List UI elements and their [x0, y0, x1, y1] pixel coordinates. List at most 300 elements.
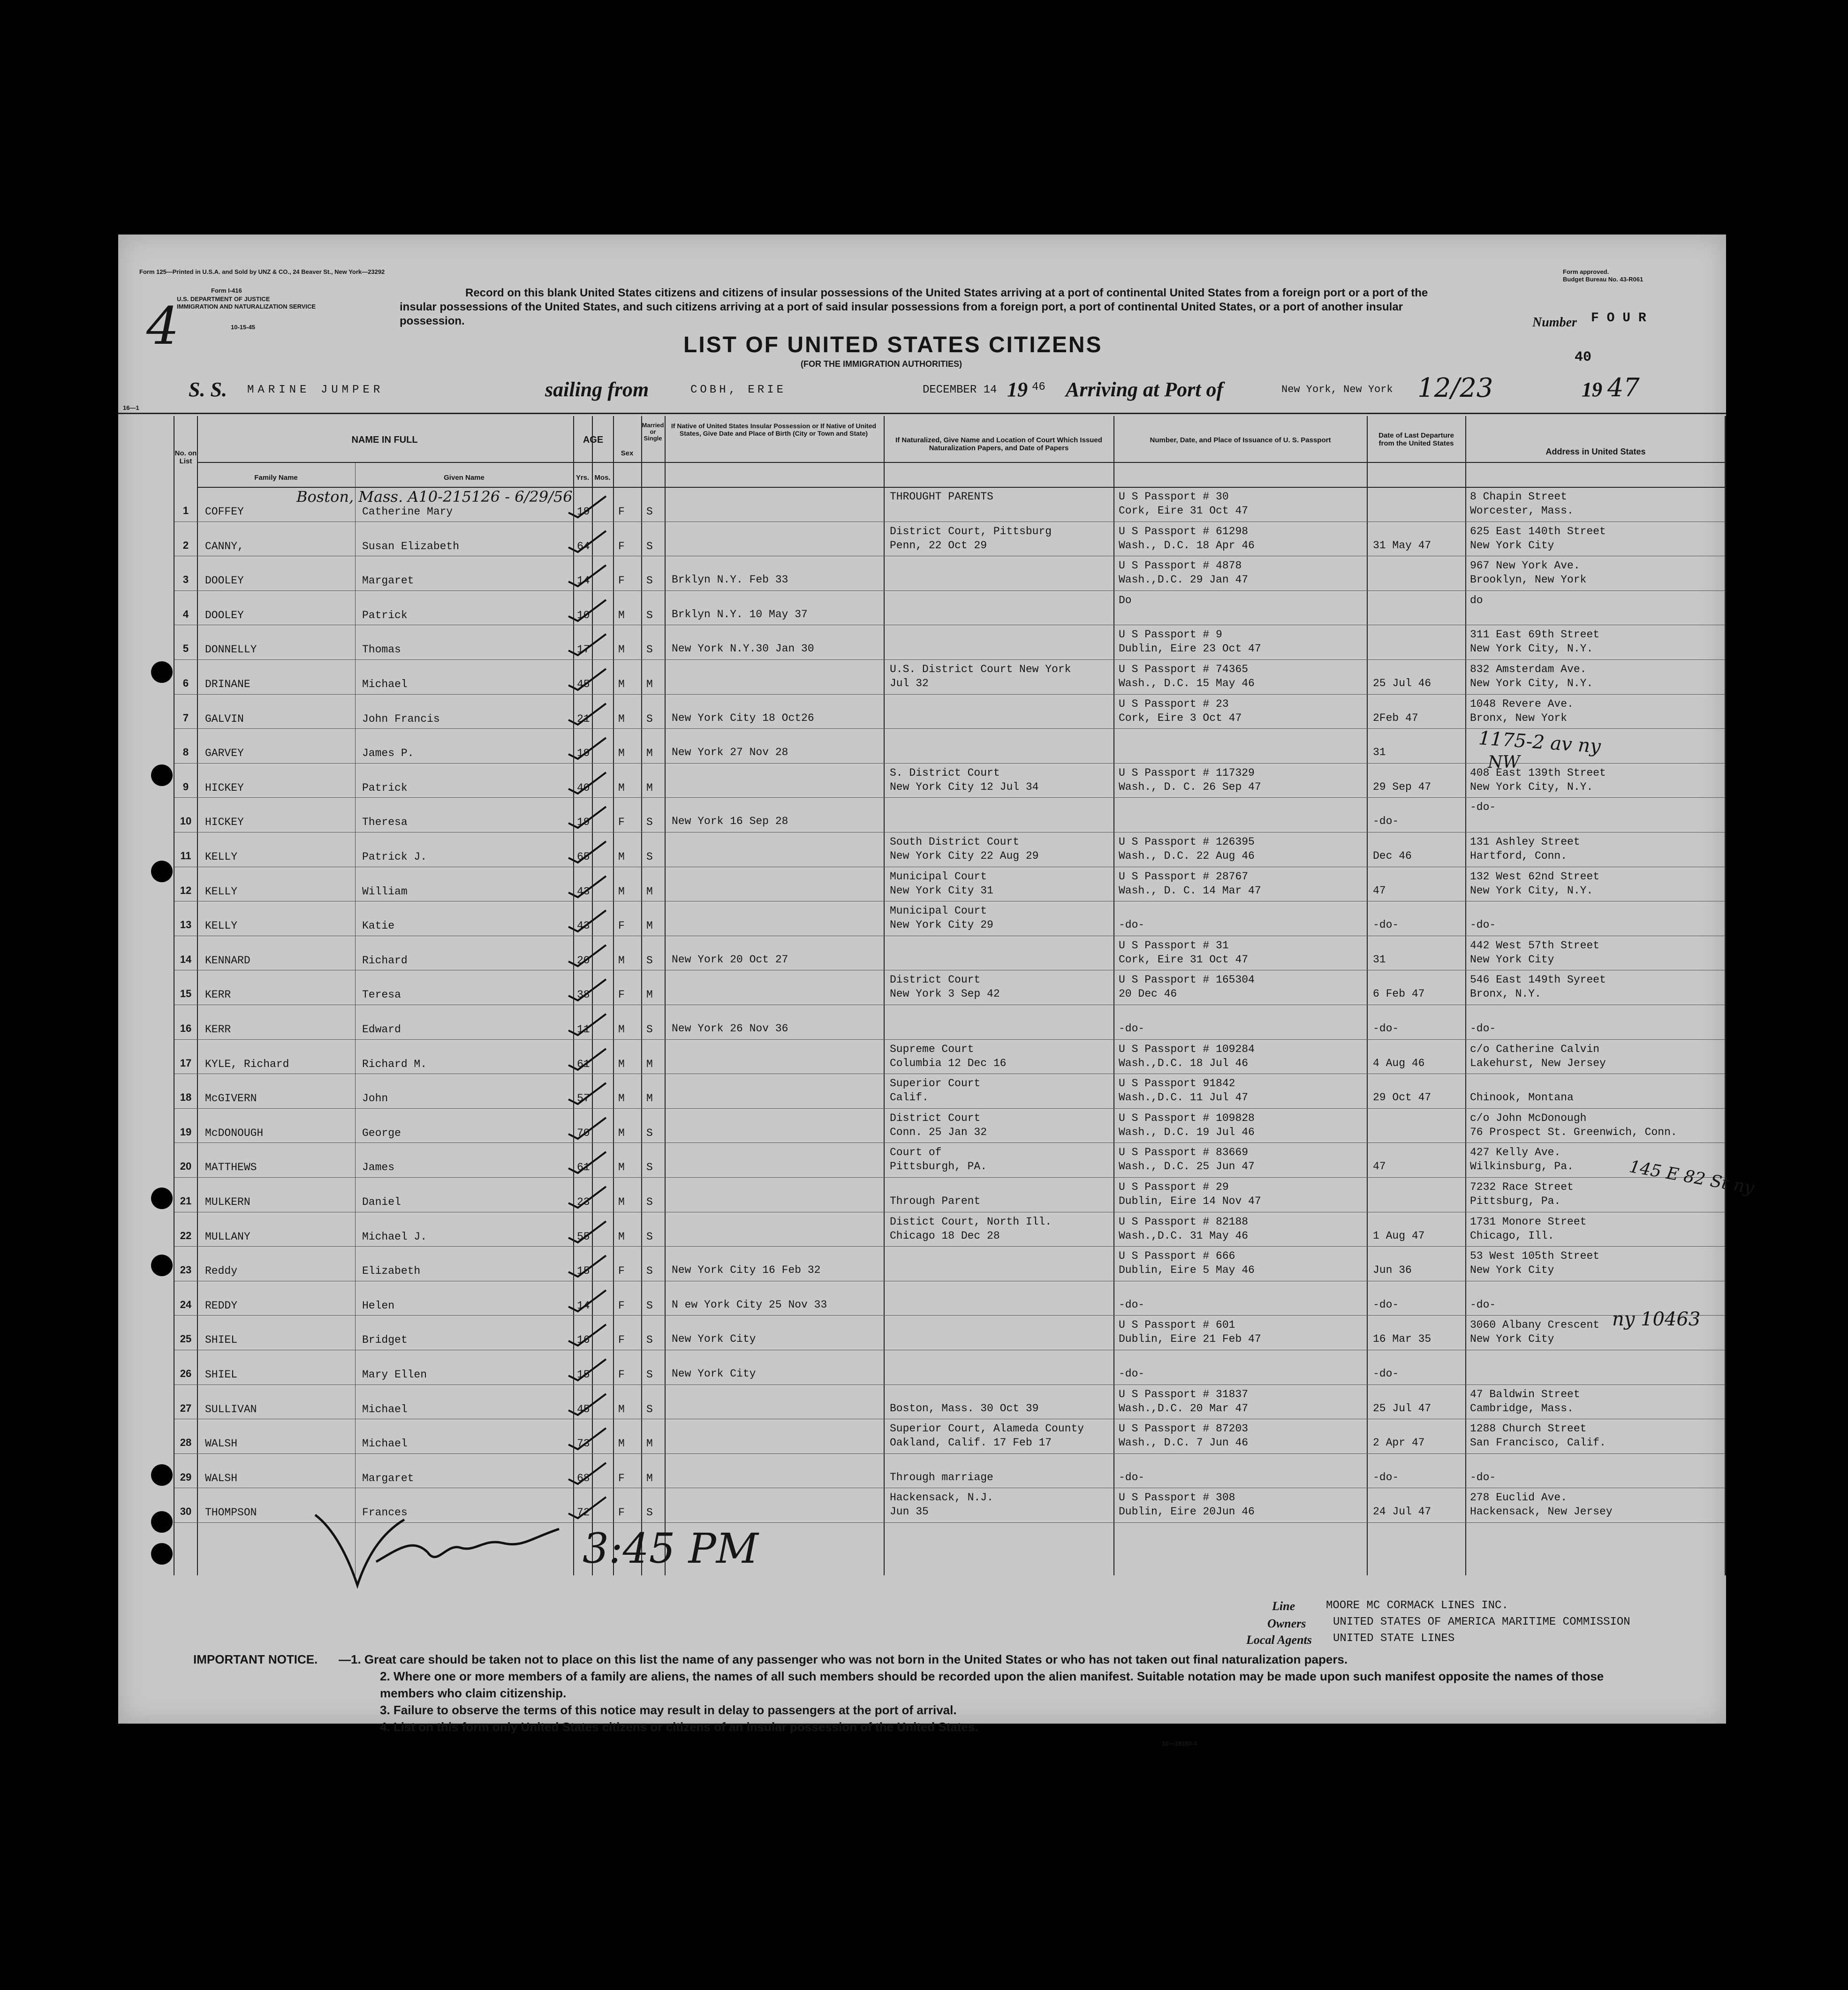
age-years: 21: [577, 712, 590, 725]
sail-date: DECEMBER 14: [923, 384, 997, 396]
age-years: 19: [577, 816, 590, 829]
header-yrs: Yrs.: [576, 474, 590, 482]
pp-line-1: U S Passport # 83669: [1119, 1146, 1249, 1159]
given-name: George: [362, 1127, 401, 1139]
check-mark: [566, 560, 608, 589]
header-native: If Native of United States Insular Possession or If Native of United States, Give Date and Place of Birth (City or Town and State): [671, 422, 877, 437]
marital-status: S: [646, 506, 653, 518]
family-name: KERR: [205, 1023, 231, 1036]
addr-line-2: -do-: [1470, 1471, 1496, 1483]
dep-line-2: 25 Jul 46: [1373, 677, 1431, 689]
dep-line-2: Jun 36: [1373, 1264, 1412, 1277]
family-name: KERR: [205, 989, 231, 1001]
table-row: [118, 1419, 1726, 1453]
dep-line-2: 2Feb 47: [1373, 711, 1418, 724]
marital-status: M: [646, 989, 653, 1001]
table-row: [118, 763, 1726, 798]
nat-line-2: Pittsburgh, PA.: [890, 1160, 987, 1173]
marital-status: M: [646, 781, 653, 794]
addr-line-2: Bronx, N.Y.: [1470, 988, 1541, 1000]
marital-status: S: [646, 1127, 653, 1139]
age-years: 45: [577, 1403, 590, 1415]
age-years: 65: [577, 851, 590, 863]
marital-status: S: [646, 609, 653, 621]
pp-line-2: Wash.,D.C. 18 Jul 46: [1119, 1057, 1249, 1069]
nat-line-1: Supreme Court: [890, 1043, 974, 1055]
header-sex: Sex: [621, 449, 634, 457]
addr-line-2: New York City: [1470, 1333, 1554, 1346]
pp-line-1: U S Passport # 31: [1119, 939, 1229, 952]
sex: M: [618, 1438, 625, 1450]
row-number: 4: [182, 608, 189, 620]
sex: F: [618, 816, 625, 829]
row-number: 29: [180, 1471, 192, 1483]
given-name: Edward: [362, 1023, 401, 1036]
family-name: McDONOUGH: [205, 1127, 264, 1139]
pp-line-2: Wash., D.C. 7 Jun 46: [1119, 1437, 1249, 1449]
addr-line-1: 131 Ashley Street: [1470, 836, 1580, 848]
check-mark: [566, 699, 608, 727]
pp-line-2: Dublin, Eire 14 Nov 47: [1119, 1195, 1261, 1207]
addr-line-2: New York City, N.Y.: [1470, 780, 1593, 793]
handwritten-zip-shiel: ny 10463: [1612, 1309, 1701, 1330]
age-years: 43: [577, 920, 590, 932]
given-name: Theresa: [362, 816, 408, 829]
row-number: 11: [180, 850, 191, 862]
age-years: 38: [577, 989, 590, 1001]
addr-line-1: c/o Catherine Calvin: [1470, 1043, 1600, 1055]
birth-line-2: Brklyn N.Y. Feb 33: [672, 574, 788, 586]
dep-line-2: -do-: [1373, 815, 1399, 828]
owners-value: UNITED STATES OF AMERICA MARITIME COMMISSION: [1333, 1616, 1630, 1628]
row-number: 19: [180, 1126, 192, 1138]
punch-hole: [151, 1255, 173, 1276]
dep-line-2: 31: [1373, 746, 1386, 759]
row-number: 3: [182, 574, 189, 586]
given-name: John Francis: [362, 712, 440, 725]
row-number: 23: [180, 1264, 192, 1276]
arrival-year: 47: [1607, 373, 1640, 402]
family-name: SULLIVAN: [205, 1403, 257, 1415]
family-name: REDDY: [205, 1299, 238, 1312]
addr-line-1: 408 East 139th Street: [1470, 766, 1606, 779]
pp-line-1: U S Passport # 82188: [1119, 1215, 1249, 1228]
pp-line-2: Wash., D.C. 15 May 46: [1119, 677, 1255, 689]
pp-line-2: -do-: [1119, 1298, 1145, 1311]
pp-line-1: U S Passport # 109828: [1119, 1112, 1255, 1124]
table-row: [118, 970, 1726, 1005]
pp-line-1: U S Passport # 109284: [1119, 1043, 1255, 1055]
table-row: [118, 1039, 1726, 1074]
check-mark: [566, 837, 608, 865]
sex: M: [618, 781, 625, 794]
marital-status: S: [646, 1230, 653, 1243]
family-name: KYLE, Richard: [205, 1058, 289, 1070]
row-number: 28: [180, 1437, 192, 1449]
sex: F: [618, 1334, 625, 1347]
row-number: 6: [182, 677, 189, 689]
marital-status: S: [646, 575, 653, 587]
marital-status: M: [646, 920, 653, 932]
sail-year-prefix: 19: [1007, 378, 1028, 401]
nat-line-2: New York 3 Sep 42: [890, 988, 1000, 1000]
addr-line-2: -do-: [1470, 1022, 1496, 1035]
check-mark: [566, 664, 608, 692]
punch-hole: [151, 764, 173, 786]
addr-line-2: 76 Prospect St. Greenwich, Conn.: [1470, 1126, 1677, 1138]
nat-line-1: Municipal Court: [890, 870, 987, 883]
birth-line-2: N ew York City 25 Nov 33: [672, 1298, 827, 1311]
nat-line-1: District Court: [890, 1112, 981, 1124]
given-name: Mary Ellen: [362, 1369, 427, 1381]
nat-line-1: Superior Court: [890, 1077, 981, 1090]
nat-line-1: S. District Court: [890, 766, 1000, 779]
departure-port: COBH, ERIE: [690, 384, 787, 396]
marital-status: M: [646, 1438, 653, 1450]
addr-line-1: 832 Amsterdam Ave.: [1470, 663, 1587, 675]
sex: M: [618, 1023, 625, 1036]
family-name: DOOLEY: [205, 609, 244, 621]
notice-heading: IMPORTANT NOTICE.: [193, 1652, 318, 1666]
pp-line-1: Do: [1119, 594, 1132, 606]
pp-line-1: U S Passport # 9: [1119, 628, 1222, 641]
age-years: 10: [577, 609, 590, 621]
given-name: Michael: [362, 678, 408, 690]
table-top-rule: [118, 413, 1726, 414]
row-number: 7: [182, 711, 189, 724]
family-name: COFFEY: [205, 506, 244, 518]
pp-line-1: U S Passport # 165304: [1119, 974, 1255, 986]
age-years: 16: [577, 1334, 590, 1347]
given-name: Catherine Mary: [362, 506, 453, 518]
family-name: CANNY,: [205, 540, 244, 552]
pp-line-1: U S Passport # 31837: [1119, 1388, 1249, 1400]
arrival-year-prefix: 19: [1582, 378, 1602, 401]
pp-line-1: U S Passport # 4878: [1119, 560, 1242, 572]
table-row: [118, 487, 1726, 522]
given-name: Richard M.: [362, 1058, 427, 1070]
addr-line-2: New York City, N.Y.: [1470, 884, 1593, 897]
ss-label: S. S.: [189, 378, 227, 401]
dep-line-2: 31 May 47: [1373, 539, 1431, 552]
pp-line-1: U S Passport # 61298: [1119, 525, 1249, 537]
check-mark: [566, 975, 608, 1003]
pp-line-2: Wash., D.C. 18 Apr 46: [1119, 539, 1255, 552]
addr-line-1: c/o John McDonough: [1470, 1112, 1587, 1124]
sex: M: [618, 885, 625, 898]
check-mark: [566, 1389, 608, 1417]
birth-line-2: Brklyn N.Y. 10 May 37: [672, 608, 808, 620]
given-name: Richard: [362, 954, 408, 967]
agents-label: Local Agents: [1246, 1633, 1312, 1647]
pp-line-2: Wash., D.C. 22 Aug 46: [1119, 850, 1255, 862]
age-years: 15: [577, 1369, 590, 1381]
sex: M: [618, 1196, 625, 1208]
dep-line-2: Dec 46: [1373, 850, 1412, 862]
header-rule: [197, 462, 1725, 463]
form-date: 10-15-45: [231, 324, 256, 331]
nat-line-1: Municipal Court: [890, 905, 987, 917]
dep-line-2: 47: [1373, 884, 1386, 897]
notice-item: 3. Failure to observe the terms of this notice may result in delay to passengers at the port of arrival.: [380, 1703, 957, 1717]
pp-line-2: Cork, Eire 31 Oct 47: [1119, 953, 1249, 966]
given-name: Margaret: [362, 1472, 414, 1484]
addr-line-1: 311 East 69th Street: [1470, 628, 1600, 641]
dep-line-2: 29 Oct 47: [1373, 1091, 1431, 1104]
birth-line-2: New York City 16 Feb 32: [672, 1264, 821, 1277]
sex: M: [618, 712, 625, 725]
addr-line-2: New York City, N.Y.: [1470, 643, 1593, 655]
nat-line-2: Oakland, Calif. 17 Feb 17: [890, 1437, 1052, 1449]
addr-line-2: Chicago, Ill.: [1470, 1229, 1554, 1242]
pp-line-2: Dublin, Eire 23 Oct 47: [1119, 643, 1261, 655]
table-row: [118, 1108, 1726, 1143]
ship-name: MARINE JUMPER: [247, 384, 384, 396]
pp-line-1: U S Passport # 28767: [1119, 870, 1249, 883]
addr-line-1: 1731 Monore Street: [1470, 1215, 1587, 1228]
nat-line-1: Court of: [890, 1146, 942, 1159]
family-name: THOMPSON: [205, 1506, 257, 1519]
dep-line-2: 6 Feb 47: [1373, 988, 1425, 1000]
family-name: Reddy: [205, 1265, 238, 1278]
number-value: F O U R: [1591, 311, 1646, 325]
given-name: Patrick J.: [362, 851, 427, 863]
sex: M: [618, 609, 625, 621]
age-years: 61: [577, 1161, 590, 1174]
pp-line-2: Wash.,D.C. 20 Mar 47: [1119, 1402, 1249, 1415]
marital-status: S: [646, 712, 653, 725]
check-mark: [566, 1286, 608, 1314]
addr-line-1: 47 Baldwin Street: [1470, 1388, 1580, 1400]
check-mark: [566, 1147, 608, 1175]
check-mark: [566, 733, 608, 761]
sex: M: [618, 851, 625, 863]
punch-hole: [151, 1464, 173, 1486]
birth-line-2: New York 16 Sep 28: [672, 815, 788, 828]
marital-status: S: [646, 1161, 653, 1174]
marital-status: M: [646, 885, 653, 898]
check-mark: [566, 768, 608, 796]
nat-line-1: District Court, Pittsburg: [890, 525, 1052, 537]
row-number: 9: [182, 780, 189, 793]
addr-line-2: Pittsburg, Pa.: [1470, 1195, 1561, 1207]
given-name: William: [362, 885, 408, 898]
pp-line-2: Dublin, Eire 21 Feb 47: [1119, 1333, 1261, 1346]
row-number: 14: [180, 953, 192, 965]
check-mark: [566, 629, 608, 658]
addr-line-1: 967 New York Ave.: [1470, 560, 1580, 572]
nat-line-2: Through marriage: [890, 1471, 993, 1483]
marital-status: M: [646, 747, 653, 760]
pp-line-1: U S Passport # 23: [1119, 697, 1229, 710]
dep-line-2: 25 Jul 47: [1373, 1402, 1431, 1415]
row-number: 27: [180, 1402, 192, 1414]
addr-line-2: Wilkinsburg, Pa.: [1470, 1160, 1574, 1173]
nat-line-2: Conn. 25 Jan 32: [890, 1126, 987, 1138]
family-name: MULKERN: [205, 1196, 250, 1208]
arriving-label: Arriving at Port of: [1066, 378, 1224, 401]
printer-line: Form 125—Printed in U.S.A. and Sold by UNZ & CO., 24 Beaver St., New York—23292: [139, 268, 385, 275]
pp-line-2: Wash., D.C. 19 Jul 46: [1119, 1126, 1255, 1138]
table-row: [118, 1315, 1726, 1350]
pp-line-1: U S Passport # 601: [1119, 1319, 1235, 1332]
addr-line-1: 427 Kelly Ave.: [1470, 1146, 1561, 1159]
nat-line-2: Chicago 18 Dec 28: [890, 1229, 1000, 1242]
sex: F: [618, 989, 625, 1001]
pp-line-2: Dublin, Eire 20Jun 46: [1119, 1506, 1255, 1518]
addr-line-2: -do-: [1470, 919, 1496, 931]
pp-line-1: U S Passport # 126395: [1119, 836, 1255, 848]
addr-line-2: Cambridge, Mass.: [1470, 1402, 1574, 1415]
family-name: MATTHEWS: [205, 1161, 257, 1174]
table-row: [118, 1350, 1726, 1385]
handwritten-address-garvey-2: NW: [1488, 753, 1520, 772]
number-label: Number: [1532, 315, 1577, 330]
given-name: Michael: [362, 1438, 408, 1450]
sex: F: [618, 1265, 625, 1278]
marital-status: S: [646, 643, 653, 656]
sex: M: [618, 1127, 625, 1139]
family-name: HICKEY: [205, 816, 244, 829]
check-mark: [566, 1251, 608, 1279]
nat-line-1: South District Court: [890, 836, 1020, 848]
form-title: LIST OF UNITED STATES CITIZENS: [683, 333, 1103, 357]
row-number: 13: [180, 919, 192, 931]
addr-line-2: Bronx, New York: [1470, 711, 1568, 724]
addr-line-1: 625 East 140th Street: [1470, 525, 1606, 537]
dep-line-2: 24 Jul 47: [1373, 1506, 1431, 1518]
given-name: Michael: [362, 1403, 408, 1415]
age-years: 73: [577, 1438, 590, 1450]
notice-item: 4. List on this form only United States citizens or citizens of an insular possession of the United States.: [380, 1720, 978, 1734]
family-name: SHIEL: [205, 1369, 238, 1381]
left-code: 16—1: [123, 404, 139, 411]
dep-line-2: 31: [1373, 953, 1386, 966]
agents-value: UNITED STATE LINES: [1333, 1632, 1455, 1645]
table-row: [118, 832, 1726, 867]
check-mark: [566, 1009, 608, 1037]
sex: M: [618, 1230, 625, 1243]
header-address: Address in United States: [1545, 447, 1646, 456]
pp-line-2: Cork, Eire 3 Oct 47: [1119, 711, 1242, 724]
sex: M: [618, 1403, 625, 1415]
nat-line-2: Jun 35: [890, 1506, 929, 1518]
nat-line-2: New York City 29: [890, 919, 993, 931]
pp-line-2: Wash.,D.C. 11 Jul 47: [1119, 1091, 1249, 1104]
marital-status: S: [646, 1506, 653, 1519]
check-mark: [566, 871, 608, 900]
pp-line-1: U S Passport # 308: [1119, 1491, 1235, 1504]
header-age: AGE: [583, 435, 604, 445]
nat-line-2: New York City 12 Jul 34: [890, 780, 1039, 793]
row-number: 12: [180, 884, 192, 896]
age-years: 43: [577, 885, 590, 898]
header-mos: Mos.: [594, 474, 611, 482]
marital-status: S: [646, 1403, 653, 1415]
nat-line-2: New York City 22 Aug 29: [890, 850, 1039, 862]
sex: M: [618, 747, 625, 760]
nat-line-1: District Court: [890, 974, 981, 986]
notice-item: —1. Great care should be taken not to place on this list the name of any passenger who was not born in the United States or who has not taken out final naturalization papers.: [339, 1652, 1348, 1666]
check-mark: [566, 940, 608, 969]
table-row: [118, 1074, 1726, 1108]
handwritten-address-matthews: 145 E 82 St ny: [1628, 1157, 1756, 1198]
birth-line-2: New York N.Y.30 Jan 30: [672, 643, 814, 655]
pp-line-2: Cork, Eire 31 Oct 47: [1119, 505, 1249, 517]
dep-line-2: 47: [1373, 1160, 1386, 1173]
sex: M: [618, 1058, 625, 1070]
age-years: 14: [577, 575, 590, 587]
given-name: Frances: [362, 1506, 408, 1519]
age-years: 57: [577, 1092, 590, 1105]
age-years: 55: [577, 1230, 590, 1243]
sex: F: [618, 920, 625, 932]
dep-line-2: 1 Aug 47: [1373, 1229, 1425, 1242]
addr-line-1: 132 West 62nd Street: [1470, 870, 1600, 883]
addr-line-2: Worcester, Mass.: [1470, 505, 1574, 517]
birth-line-2: New York City: [672, 1333, 756, 1346]
dep-line-2: 4 Aug 46: [1373, 1057, 1425, 1069]
dep-line-2: -do-: [1373, 1368, 1399, 1380]
pp-line-2: Dublin, Eire 5 May 46: [1119, 1264, 1255, 1277]
inspector-signature: [306, 1501, 568, 1595]
addr-line-1: 546 East 149th Syreet: [1470, 974, 1606, 986]
pp-line-2: Wash., D.C. 25 Jun 47: [1119, 1160, 1255, 1173]
header-naturalized: If Naturalized, Give Name and Location of Court Which Issued Naturalization Papers, and Date of Papers: [895, 436, 1102, 452]
sex: F: [618, 506, 625, 518]
family-name: HICKEY: [205, 781, 244, 794]
row-number: 16: [180, 1022, 192, 1034]
dep-line-2: -do-: [1373, 919, 1399, 931]
family-name: DOOLEY: [205, 575, 244, 587]
approval-line-2: Budget Bureau No. 43-R061: [1563, 276, 1644, 283]
age-years: 19: [577, 506, 590, 518]
row-number: 8: [182, 746, 189, 758]
check-mark: [566, 1423, 608, 1452]
given-name: Thomas: [362, 643, 401, 656]
nat-line-2: Jul 32: [890, 677, 929, 689]
given-name: Patrick: [362, 609, 408, 621]
given-name: Daniel: [362, 1196, 401, 1208]
row-number: 5: [182, 643, 189, 655]
dep-line-2: 29 Sep 47: [1373, 780, 1431, 793]
given-name: Patrick: [362, 781, 408, 794]
table-row: [118, 1385, 1726, 1419]
marital-status: M: [646, 1092, 653, 1105]
addr-line-1: 8 Chapin Street: [1470, 491, 1568, 503]
family-name: MULLANY: [205, 1230, 250, 1243]
row-number: 25: [180, 1333, 192, 1345]
row-number: 24: [180, 1298, 192, 1310]
nat-line-2: New York City 31: [890, 884, 993, 897]
sailing-label: sailing from: [545, 378, 649, 401]
addr-line-1: 53 West 105th Street: [1470, 1250, 1600, 1263]
age-years: 15: [577, 1265, 590, 1278]
check-mark: [566, 1492, 608, 1521]
pp-line-1: U S Passport # 30: [1119, 491, 1229, 503]
marital-status: M: [646, 1472, 653, 1484]
nat-line-2: Columbia 12 Dec 16: [890, 1057, 1007, 1069]
table-row: [118, 936, 1726, 970]
addr-line-2: Lakehurst, New Jersey: [1470, 1057, 1606, 1069]
age-years: 61: [577, 1058, 590, 1070]
table-row: [118, 522, 1726, 556]
pp-line-2: Wash., D. C. 14 Mar 47: [1119, 884, 1261, 897]
addr-line-1: 278 Euclid Ave.: [1470, 1491, 1568, 1504]
header-name-in-full: NAME IN FULL: [351, 435, 418, 445]
addr-line-1: 442 West 57th Street: [1470, 939, 1600, 952]
pp-line-2: -do-: [1119, 919, 1145, 931]
